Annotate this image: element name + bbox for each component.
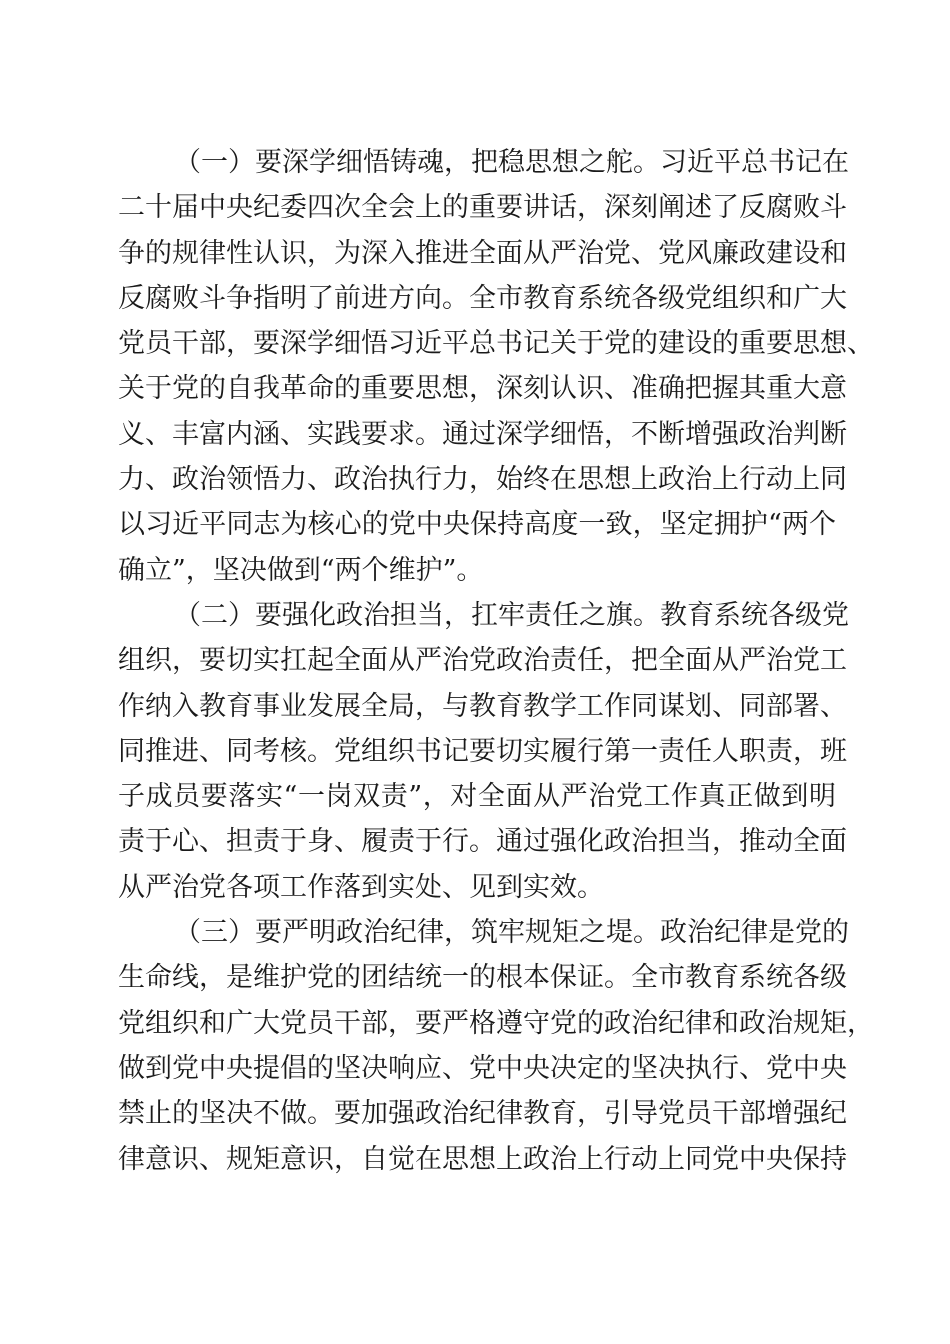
text-line: 二十届中央纪委四次全会上的重要讲话，深刻阐述了反腐败斗 bbox=[118, 192, 847, 224]
text-line: 同推进、同考核。党组织书记要切实履行第一责任人职责，班 bbox=[118, 735, 847, 767]
text-line: 义、丰富内涵、实践要求。通过深学细悟，不断增强政治判断 bbox=[118, 418, 847, 450]
text-line: （一）要深学细悟铸魂，把稳思想之舵。习近平总书记在 bbox=[174, 147, 849, 178]
text-line: 以习近平同志为核心的党中央保持高度一致，坚定拥护“两个 bbox=[118, 509, 836, 541]
text-line: 党组织和广大党员干部，要严格遵守党的政治纪律和政治规矩， bbox=[118, 1007, 874, 1039]
paragraph-2 bbox=[118, 593, 849, 910]
text-line: 从严治党各项工作落到实处、见到实效。 bbox=[118, 871, 604, 903]
text-line: 党员干部，要深学细悟习近平总书记关于党的建设的重要思想、 bbox=[118, 328, 874, 360]
text-line: 确立”，坚决做到“两个维护”。 bbox=[118, 554, 484, 586]
text-line: 禁止的坚决不做。要加强政治纪律教育，引导党员干部增强纪 bbox=[118, 1098, 847, 1130]
text-line: 律意识、规矩意识，自觉在思想上政治上行动上同党中央保持 bbox=[118, 1143, 847, 1175]
document-body bbox=[118, 140, 874, 1182]
text-line: 作纳入教育事业发展全局，与教育教学工作同谋划、同部署、 bbox=[118, 690, 847, 722]
text-line: 关于党的自我革命的重要思想，深刻认识、准确把握其重大意 bbox=[118, 373, 847, 405]
text-line: 力、政治领悟力、政治执行力，始终在思想上政治上行动上同 bbox=[118, 464, 847, 496]
text-line: 做到党中央提倡的坚决响应、党中央决定的坚决执行、党中央 bbox=[118, 1052, 847, 1084]
text-line: （二）要强化政治担当，扛牢责任之旗。教育系统各级党 bbox=[174, 599, 849, 631]
text-line: 组织，要切实扛起全面从严治党政治责任，把全面从严治党工 bbox=[118, 645, 847, 677]
text-line: 子成员要落实“一岗双责”，对全面从严治党工作真正做到明 bbox=[118, 781, 836, 813]
text-line: 责于心、担责于身、履责于行。通过强化政治担当，推动全面 bbox=[118, 826, 847, 858]
paragraph-1 bbox=[118, 140, 874, 593]
text-line: （三）要严明政治纪律，筑牢规矩之堤。政治纪律是党的 bbox=[174, 917, 849, 949]
text-line: 生命线，是维护党的团结统一的根本保证。全市教育系统各级 bbox=[118, 962, 847, 994]
text-line: 反腐败斗争指明了前进方向。全市教育系统各级党组织和广大 bbox=[118, 282, 847, 314]
text-line: 争的规律性认识，为深入推进全面从严治党、党风廉政建设和 bbox=[118, 237, 847, 269]
paragraph-3 bbox=[118, 910, 874, 1182]
